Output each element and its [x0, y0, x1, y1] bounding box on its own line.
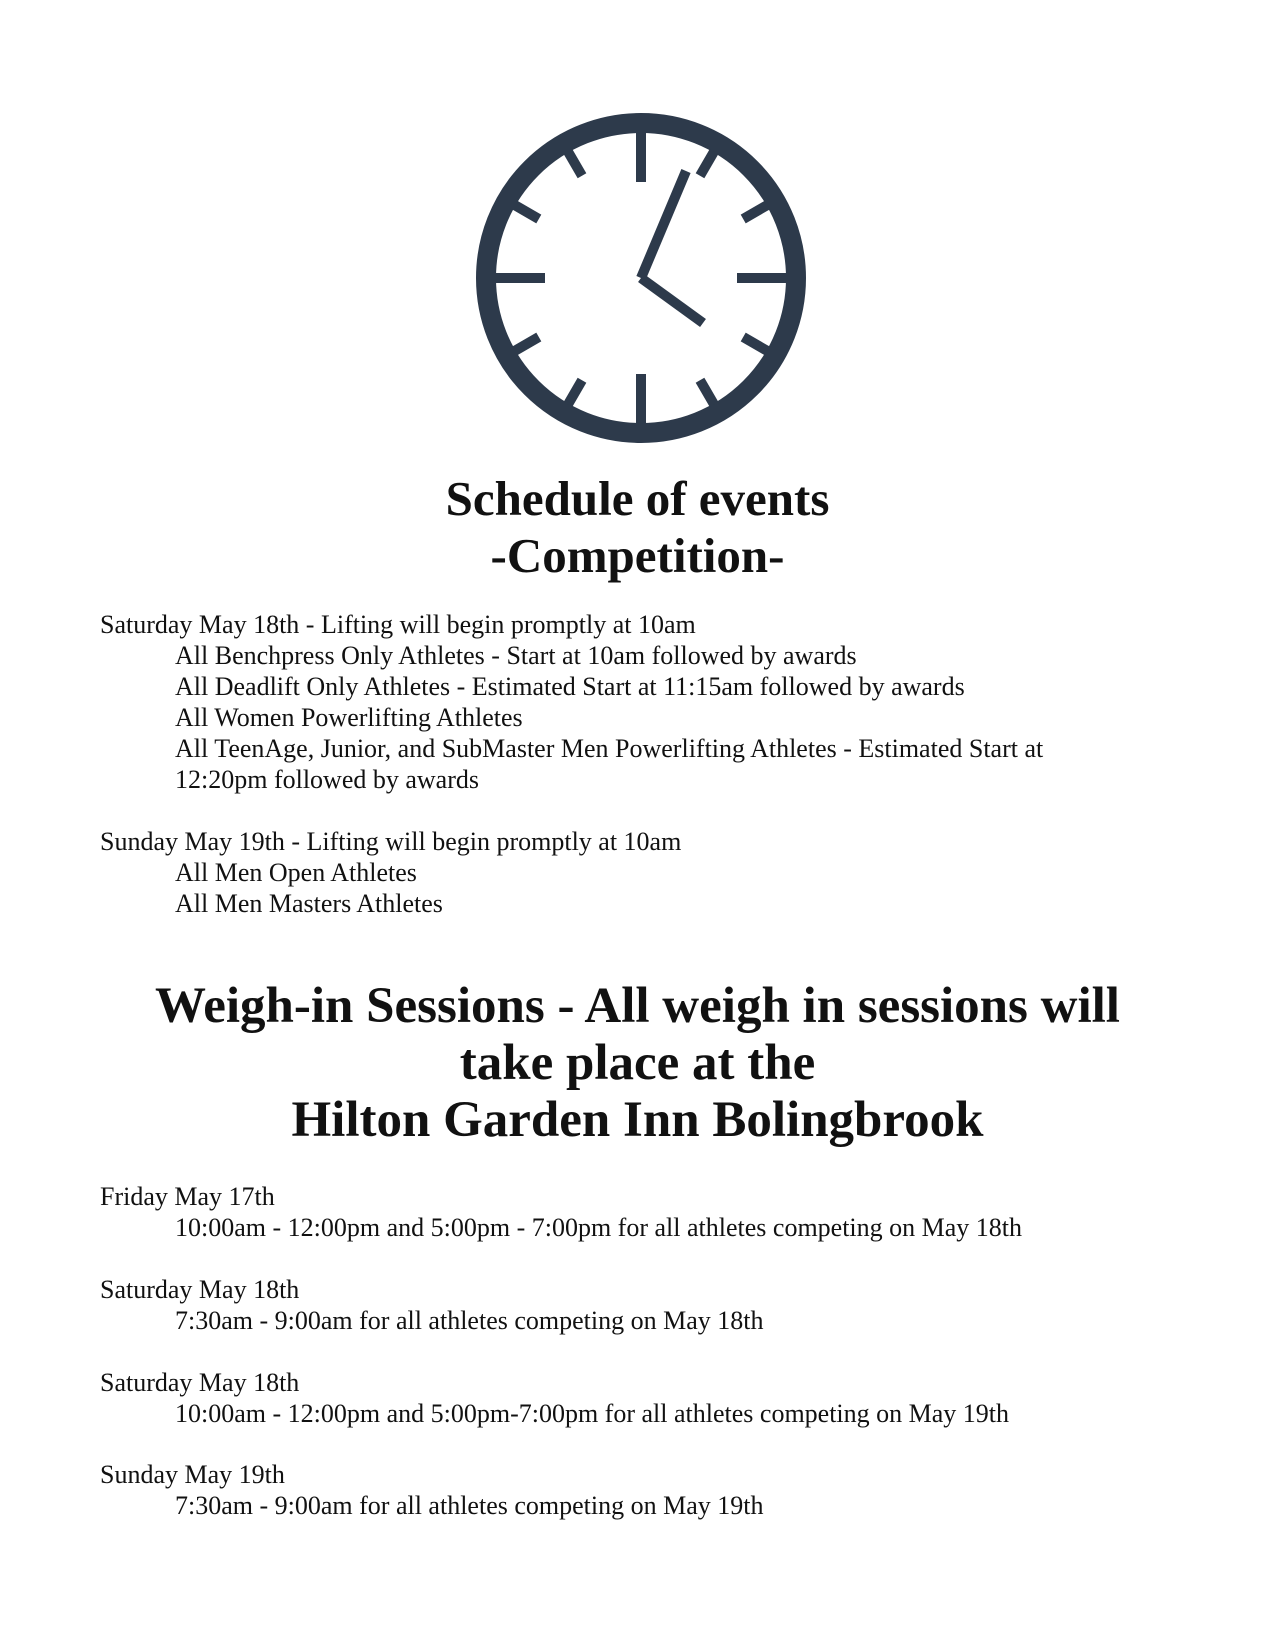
clock-tick	[700, 380, 714, 404]
weigh-in-session	[100, 1459, 1220, 1521]
clock-tick	[515, 205, 539, 219]
competition-title-line2: -Competition-	[490, 528, 785, 583]
competition-title-line1: Schedule of events	[445, 471, 830, 526]
competition-title	[0, 470, 1275, 584]
session-detail: 7:30am - 9:00am for all athletes competing on May 18th	[175, 1306, 764, 1335]
weigh-in-title-line2: take place at the	[459, 1035, 816, 1091]
session-day: Friday May 17th	[100, 1182, 275, 1211]
schedule-item: All TeenAge, Junior, and SubMaster Men Powerlifting Athletes - Estimated Start at	[175, 734, 1044, 763]
day-header: Saturday May 18th - Lifting will begin promptly at 10am	[100, 610, 696, 639]
session-detail: 10:00am - 12:00pm and 5:00pm-7:00pm for all athletes competing on May 19th	[175, 1399, 1010, 1428]
day-header: Sunday May 19th - Lifting will begin promptly at 10am	[100, 827, 682, 856]
weigh-in-title-line3: Hilton Garden Inn Bolingbrook	[291, 1092, 984, 1148]
clock-tick	[568, 152, 582, 176]
clock-svg	[474, 111, 808, 445]
clock-tick	[568, 380, 582, 404]
session-day: Sunday May 19th	[100, 1460, 285, 1489]
schedule-item: All Deadlift Only Athletes - Estimated Start at 11:15am followed by awards	[175, 672, 965, 701]
session-detail: 7:30am - 9:00am for all athletes competing on May 19th	[175, 1491, 764, 1520]
clock-tick	[743, 205, 767, 219]
weigh-in-session	[100, 1367, 1220, 1429]
clock-minute-hand	[641, 171, 686, 278]
clock-hour-hand	[641, 278, 703, 323]
session-day: Saturday May 18th	[100, 1275, 300, 1304]
clock-tick	[700, 152, 714, 176]
weigh-in-session	[100, 1181, 1220, 1243]
schedule-item: All Benchpress Only Athletes - Start at 10am followed by awards	[175, 641, 857, 670]
session-day: Saturday May 18th	[100, 1368, 300, 1397]
sunday-competition-block	[100, 826, 1200, 919]
weigh-in-title-line1: Weigh-in Sessions - All weigh in sessions will	[155, 978, 1120, 1034]
schedule-item: All Women Powerlifting Athletes	[175, 703, 523, 732]
schedule-item: All Men Masters Athletes	[175, 889, 443, 918]
schedule-item: All Men Open Athletes	[175, 858, 417, 887]
session-detail: 10:00am - 12:00pm and 5:00pm - 7:00pm for all athletes competing on May 18th	[175, 1213, 1023, 1242]
clock-tick	[743, 337, 767, 351]
weigh-in-session	[100, 1274, 1220, 1336]
schedule-item: 12:20pm followed by awards	[175, 765, 480, 794]
saturday-competition-block	[100, 609, 1200, 795]
clock-tick	[515, 337, 539, 351]
clock-icon	[474, 111, 808, 445]
weigh-in-title	[0, 978, 1275, 1149]
